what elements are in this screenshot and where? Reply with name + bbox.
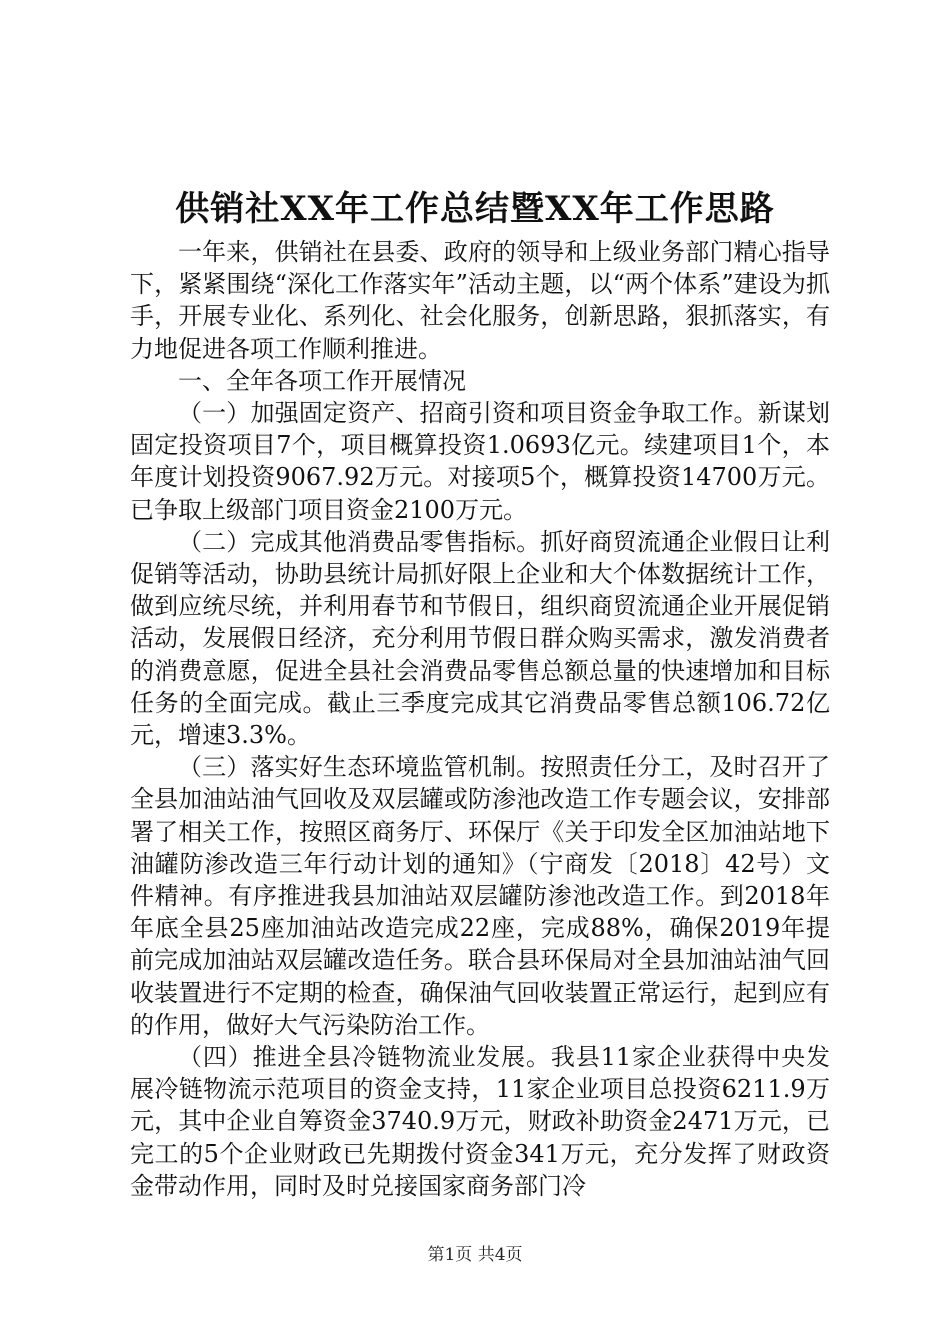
intro-paragraph: 一年来，供销社在县委、政府的领导和上级业务部门精心指导下，紧紧围绕“深化工作落实年”活动主题，以“两个体系”建设为抓手，开展专业化、系列化、社会化服务，创新思路，狠抓落实，有力地促进各项工作顺利推进。 bbox=[130, 238, 830, 363]
document-title: 供销社XX年工作总结暨XX年工作思路 bbox=[175, 189, 775, 229]
item-4-paragraph: （四）推进全县冷链物流业发展。我县11家企业获得中央发展冷链物流示范项目的资金支持，11家企业项目总投资6211.9万元，其中企业自筹资金3740.9万元，财政补助资金2471万元，已完工的5个企业财政已先期拨付资金341万元，充分发挥了财政资金带动作用，同时及时兑接国家商务部门冷 bbox=[130, 1043, 830, 1200]
page-number-footer: 第1页 共4页 bbox=[427, 1245, 523, 1265]
item-1-paragraph: （一）加强固定资产、招商引资和项目资金争取工作。新谋划固定投资项目7个，项目概算投资1.0693亿元。续建项目1个，本年度计划投资9067.92万元。对接项5个，概算投资14700万元。已争取上级部门项目资金2100万元。 bbox=[130, 399, 830, 524]
item-3-paragraph: （三）落实好生态环境监管机制。按照责任分工，及时召开了全县加油站油气回收及双层罐或防渗池改造工作专题会议，安排部署了相关工作，按照区商务厅、环保厅《关于印发全区加油站地下油罐防渗改造三年行动计划的通知》（宁商发〔2018〕42号）文件精神。有序推进我县加油站双层罐防渗池改造工作。到2018年年底全县25座加油站改造完成22座，完成88%，确保2019年提前完成加油站双层罐改造任务。联合县环保局对全县加油站油气回收装置进行不定期的检查，确保油气回收装置正常运行，起到应有的作用，做好大气污染防治工作。 bbox=[130, 753, 830, 1039]
item-2-paragraph: （二）完成其他消费品零售指标。抓好商贸流通企业假日让利促销等活动，协助县统计局抓好限上企业和大个体数据统计工作，做到应统尽统，并利用春节和节假日，组织商贸流通企业开展促销活动，发展假日经济，充分利用节假日群众购买需求，激发消费者的消费意愿，促进全县社会消费品零售总额总量的快速增加和目标任务的全面完成。截止三季度完成其它消费品零售总额106.72亿元，增速3.3%。 bbox=[130, 527, 830, 750]
section-heading: 一、全年各项工作开展情况 bbox=[178, 366, 466, 395]
document-body bbox=[130, 236, 830, 1202]
